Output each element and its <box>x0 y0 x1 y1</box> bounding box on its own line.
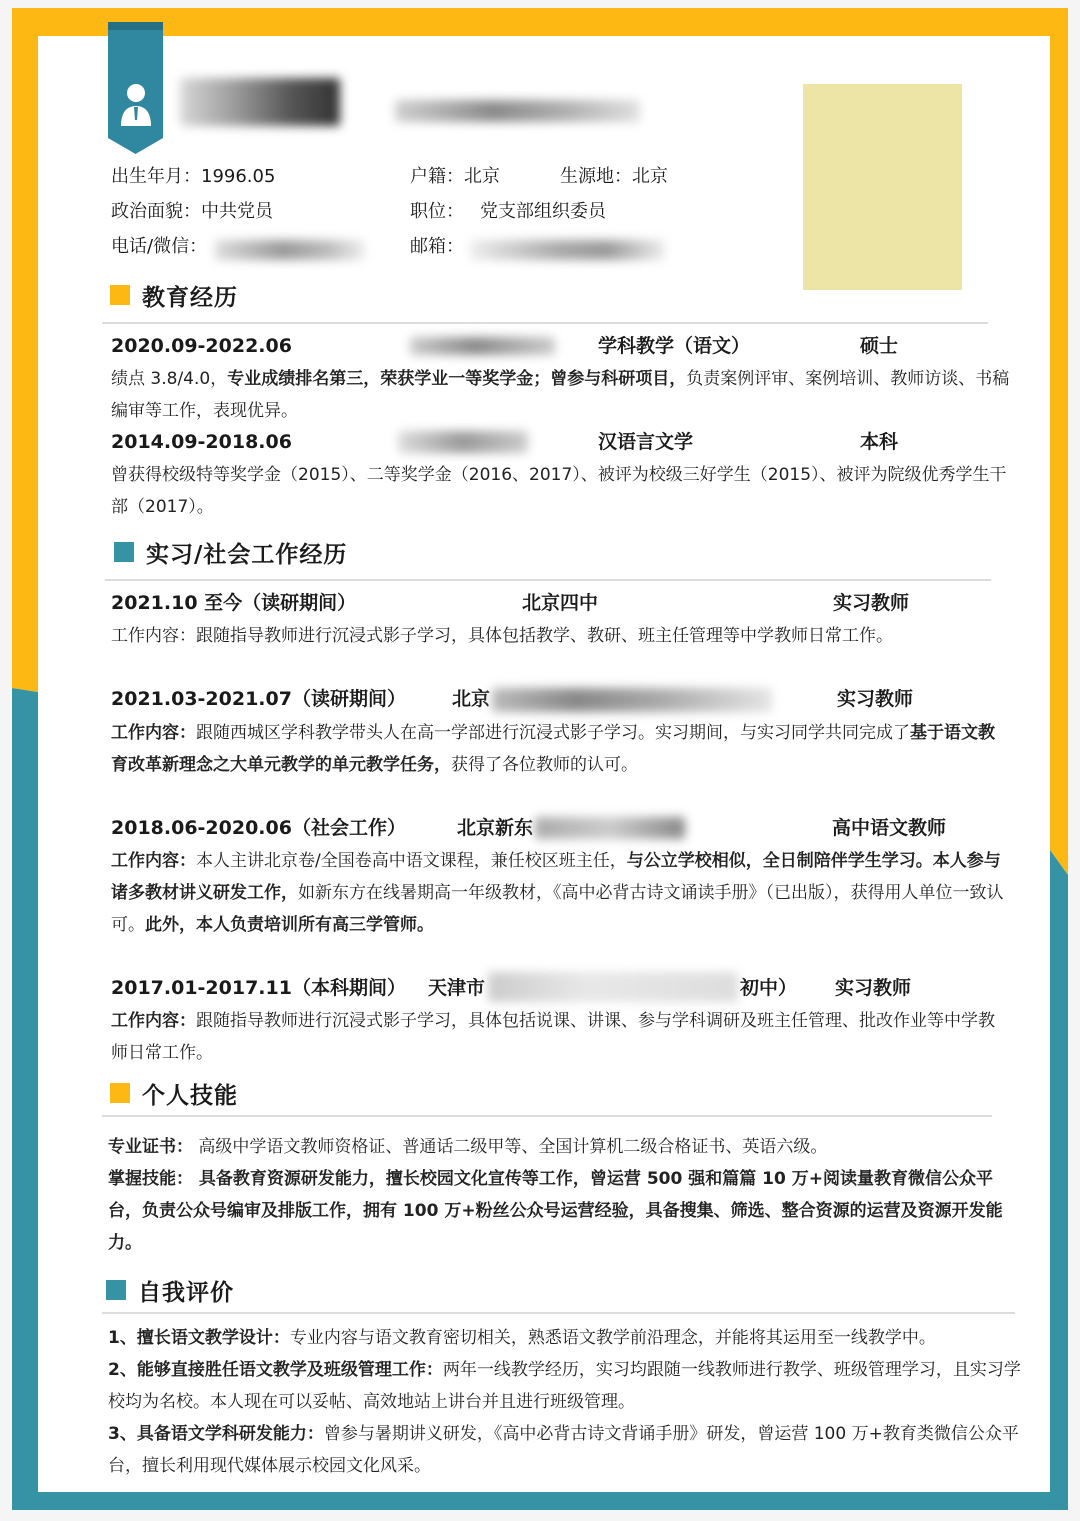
redacted-school <box>410 337 555 355</box>
birth-info <box>111 165 275 189</box>
politics-label: 政治面貌： <box>111 201 201 222</box>
job-date: 2021.03-2021.07（读研期间） <box>111 688 406 710</box>
skill-abilities <box>108 1163 1013 1259</box>
body-text: 专业内容与语文教育密切相关，熟悉语文教学前沿理念，并能将其运用至一线教学中。 <box>289 1328 936 1348</box>
redacted-phone <box>215 240 365 260</box>
person-icon <box>119 82 153 128</box>
section-title: 自我评价 <box>138 1279 234 1306</box>
section-divider <box>102 1115 992 1117</box>
email-info <box>410 235 464 259</box>
job-role: 高中语文教师 <box>832 817 947 839</box>
edu-date: 2014.09-2018.06 <box>111 431 292 453</box>
section-title: 个人技能 <box>142 1082 238 1109</box>
avatar-badge <box>108 22 163 154</box>
edu-major: 汉语言文学 <box>598 431 694 453</box>
section-marker-icon <box>110 1083 130 1103</box>
emphasis-text: 工作内容： <box>111 723 196 743</box>
job-org-tail: 初中） <box>740 977 798 999</box>
section-divider <box>105 579 991 581</box>
body-text: 两年一线教学经历，实习均跟随一线教师进行教学、班级管理学习，且实习学校均为名校。本人现在可以妥帖、高效地站上讲台并且进行班级管理。 <box>108 1360 1021 1412</box>
job-org: 天津市 <box>428 977 486 999</box>
job-org: 北京四中 <box>522 592 599 614</box>
origin-value: 北京 <box>632 166 668 187</box>
redacted-name <box>180 78 340 126</box>
body-text: 绩点 3.8/4.0， <box>111 369 228 389</box>
emphasis-text: 基于语文教育改革新理念之大单元教学的单元教学任务， <box>111 723 995 775</box>
hukou-value: 北京 <box>464 166 500 187</box>
skill-certificates <box>108 1131 1013 1163</box>
photo-placeholder <box>803 84 962 290</box>
job-org: 北京新东 <box>457 817 534 839</box>
job-date: 2021.10 至今（读研期间） <box>111 592 357 614</box>
job-org: 北京 <box>452 688 491 710</box>
job-description <box>111 1005 1011 1069</box>
emphasis-text: 工作内容： <box>111 1011 196 1031</box>
section-self-eval-header <box>106 1275 234 1305</box>
job-description <box>111 620 1011 652</box>
redacted-org <box>535 817 685 839</box>
section-marker-icon <box>106 1280 126 1300</box>
edu-description <box>111 363 1011 427</box>
section-education-header <box>110 280 238 310</box>
politics-info <box>111 200 273 224</box>
redacted-org <box>492 688 772 712</box>
hukou-info <box>410 165 500 189</box>
body-text: 高级中学语文教师资格证、普通话二级甲等、全国计算机二级合格证书、英语六级。 <box>193 1137 828 1157</box>
email-label: 邮箱： <box>410 236 464 257</box>
job-description <box>111 717 1011 781</box>
job-date: 2017.01-2017.11（本科期间） <box>111 977 406 999</box>
redacted-subtitle <box>395 100 640 122</box>
body-text: 获得了各位教师的认可。 <box>451 755 638 775</box>
edu-degree: 硕士 <box>860 335 899 357</box>
redacted-school <box>398 431 528 453</box>
edu-major: 学科教学（语文） <box>598 335 751 357</box>
emphasis-text: 专业证书： <box>108 1137 193 1157</box>
body-text: 本人主讲北京卷/全国卷高中语文课程，兼任校区班主任， <box>196 851 627 871</box>
section-divider <box>102 322 988 324</box>
section-divider <box>102 1312 1015 1314</box>
birth-value: 1996.05 <box>201 166 276 187</box>
job-date: 2018.06-2020.06（社会工作） <box>111 817 406 839</box>
emphasis-text: 掌握技能： 具备教育资源研发能力，擅长校园文化宣传等工作，曾运营 500 强和篇篇 10 万+阅读量教育微信公众平台，负责公众号编审及排版工作，拥有 100 万+粉丝公众号运营经验，具备搜集、筛选、整合资源的运营及资源开发能力。 <box>108 1169 1003 1253</box>
edu-degree: 本科 <box>860 431 899 453</box>
section-skills-header <box>110 1078 238 1108</box>
emphasis-text: 与公立学校相似，全日制陪伴学生学习。本人参与诸多教材讲义研发工作， <box>111 851 1001 903</box>
body-text: 跟随指导教师进行沉浸式影子学习，具体包括说课、讲课、参与学科调研及班主任管理、批改作业等中学教师日常工作。 <box>111 1011 995 1063</box>
job-role: 实习教师 <box>833 592 910 614</box>
body-text: 负责案例评审、案例培训、教师访谈、书稿编审等工作，表现优异。 <box>111 369 1010 421</box>
job-description <box>111 845 1011 941</box>
redacted-email <box>470 240 665 260</box>
edu-description <box>111 459 1011 523</box>
body-text: 曾获得校级特等奖学金（2015）、二等奖学金（2016、2017）、被评为校级三好学生（2015）、被评为院级优秀学生干部（2017）。 <box>111 465 1007 517</box>
origin-label: 生源地： <box>560 166 632 187</box>
emphasis-text: 工作内容： <box>111 851 196 871</box>
self-eval-item <box>108 1354 1023 1418</box>
emphasis-text: 3、具备语文学科研发能力： <box>108 1424 324 1444</box>
position-label: 职位： <box>410 201 464 222</box>
emphasis-text: 此外，本人负责培训所有高三学管师。 <box>145 915 434 935</box>
section-marker-icon <box>114 542 134 562</box>
emphasis-text: 专业成绩排名第三，荣获学业一等奖学金；曾参与科研项目， <box>227 369 687 389</box>
phone-info <box>111 235 207 259</box>
body-text: 如新东方在线暑期高一年级教材，《高中必背古诗文诵读手册》（已出版），获得用人单位一致认可。 <box>111 883 1004 935</box>
position-value: 党支部组织委员 <box>480 201 606 222</box>
job-role: 实习教师 <box>835 977 912 999</box>
section-marker-icon <box>110 285 130 305</box>
birth-label: 出生年月： <box>111 166 201 187</box>
body-text: 跟随西城区学科教学带头人在高一学部进行沉浸式影子学习。实习期间，与实习同学共同完成了 <box>196 723 910 743</box>
section-internship-header <box>114 537 347 567</box>
redacted-org <box>488 972 738 1002</box>
self-eval-item <box>108 1418 1023 1482</box>
politics-value: 中共党员 <box>201 201 273 222</box>
body-text: 工作内容：跟随指导教师进行沉浸式影子学习，具体包括教学、教研、班主任管理等中学教师日常工作。 <box>111 626 893 646</box>
emphasis-text: 1、擅长语文教学设计： <box>108 1328 290 1348</box>
section-title: 教育经历 <box>142 284 238 311</box>
hukou-label: 户籍： <box>410 166 464 187</box>
emphasis-text: 2、能够直接胜任语文教学及班级管理工作： <box>108 1360 443 1380</box>
edu-date: 2020.09-2022.06 <box>111 335 292 357</box>
self-eval-item <box>108 1322 1023 1354</box>
job-role: 实习教师 <box>837 688 914 710</box>
body-text: 曾参与暑期讲义研发，《高中必背古诗文背诵手册》研发，曾运营 100 万+教育类微信公众平台，擅长利用现代媒体展示校园文化风采。 <box>108 1424 1019 1476</box>
position-info <box>410 200 606 224</box>
phone-label: 电话/微信： <box>111 236 208 257</box>
origin-info <box>560 165 668 189</box>
section-title: 实习/社会工作经历 <box>146 541 348 568</box>
